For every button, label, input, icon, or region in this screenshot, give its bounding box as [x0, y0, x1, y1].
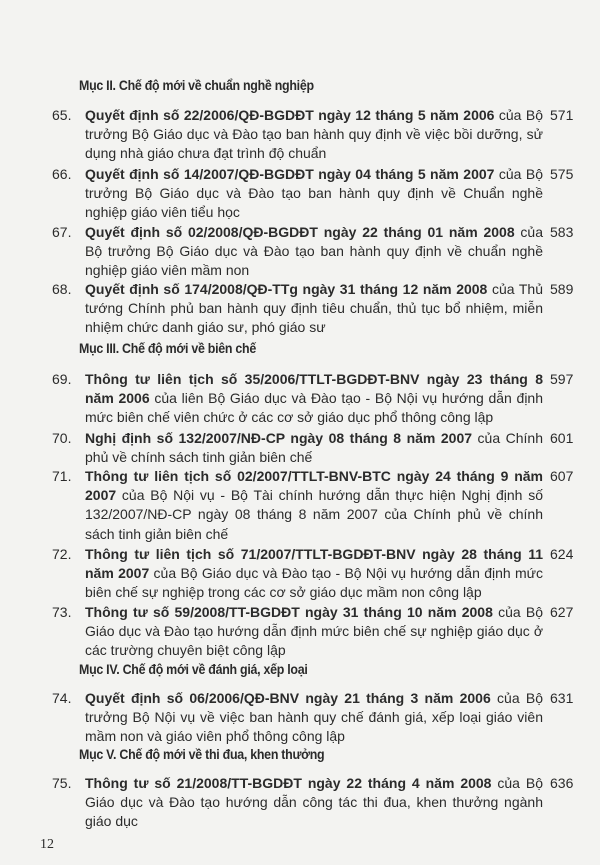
entry-page-number: 627 [550, 604, 574, 620]
entry-title: Nghị định số 132/2007/NĐ-CP ngày 08 tháng 8 năm 2007 [85, 430, 473, 446]
entry-number: 66. [52, 166, 72, 182]
entry-text [85, 280, 543, 338]
entry-title: Quyết định số 02/2008/QĐ-BGDĐT ngày 22 tháng 01 năm 2008 [85, 224, 515, 240]
entry-title: Quyết định số 14/2007/QĐ-BGDĐT ngày 04 tháng 5 năm 2007 [85, 166, 495, 182]
entry-text [85, 165, 543, 223]
entry-number: 68. [52, 281, 72, 297]
entry-text [85, 774, 543, 832]
entry-number: 67. [52, 224, 72, 240]
entry-number: 75. [52, 775, 72, 791]
entry-description: của Bộ Giáo dục và Đào tạo hướng dẫn định mức biên chế sự nghiệp giáo dục ở các trường chuyên biệt công lập [85, 604, 543, 659]
entry-number: 74. [52, 690, 72, 706]
entry-title: Quyết định số 174/2008/QĐ-TTg ngày 31 tháng 12 năm 2008 [85, 281, 488, 297]
entry-page-number: 607 [550, 468, 574, 484]
entry-number: 72. [52, 546, 72, 562]
entry-description: của Bộ Giáo dục và Đào tạo hướng dẫn công tác thi đua, khen thưởng ngành giáo dục [85, 775, 543, 830]
entry-page-number: 636 [550, 775, 574, 791]
entry-number: 71. [52, 468, 72, 484]
entry-page-number: 589 [550, 281, 574, 297]
entry-text [85, 106, 543, 164]
entry-title: Quyết định số 06/2006/QĐ-BNV ngày 21 tháng 3 năm 2006 [85, 690, 491, 706]
entry-page-number: 624 [550, 546, 574, 562]
entry-description: của Bộ Giáo dục và Đào tạo - Bộ Nội vụ hướng dẫn định mức biên chế sự nghiệp trong các cơ sở giáo dục mầm non công lập [85, 565, 544, 601]
entry-description: của Bộ trưởng Bộ Giáo dục và Đào tạo ban hành quy định về Chuẩn nghề nghiệp giáo viên tiểu học [85, 166, 543, 221]
entry-text [85, 370, 543, 428]
entry-description: của Chính phủ về chính sách tinh giản biên chế [85, 430, 544, 466]
section-title-muc-v: Mục V. Chế độ mới về thi đua, khen thưởng [79, 747, 325, 762]
entry-description: của Bộ trưởng Bộ Nội vụ về việc ban hành quy chế đánh giá, xếp loại giáo viên mầm non và giáo viên phổ thông công lập [85, 690, 543, 745]
entry-title: Thông tư liên tịch số 35/2006/TTLT-BGDĐT-BNV ngày 23 tháng 8 năm 2006 [85, 371, 543, 407]
entry-description: của Bộ Nội vụ - Bộ Tài chính hướng dẫn thực hiện Nghị định số 132/2007/NĐ-CP ngày 08 tháng 8 năm 2007 của Chính phủ về chính sách tinh giản biên chế [85, 487, 543, 542]
entry-number: 70. [52, 430, 72, 446]
entry-title: Quyết định số 22/2006/QĐ-BGDĐT ngày 12 tháng 5 năm 2006 [85, 107, 495, 123]
entry-page-number: 631 [550, 690, 574, 706]
entry-text [85, 545, 543, 603]
entry-title: Thông tư số 59/2008/TT-BGDĐT ngày 31 tháng 10 năm 2008 [85, 604, 493, 620]
entry-description: của Bộ trưởng Bộ Giáo dục và Đào tạo ban hành quy định về chuẩn nghề nghiệp giáo viên mầm non [85, 224, 543, 279]
entry-page-number: 571 [550, 107, 574, 123]
entry-page-number: 583 [550, 224, 574, 240]
section-title-muc-iii: Mục III. Chế độ mới về biên chế [79, 341, 256, 356]
entry-text [85, 689, 543, 747]
entry-description: của liên Bộ Giáo dục và Đào tạo - Bộ Nội vụ hướng dẫn định mức biên chế viên chức ở các cơ sở giáo dục phổ thông công lập [85, 390, 543, 426]
entry-title: Thông tư liên tịch số 71/2007/TTLT-BGDĐT-BNV ngày 28 tháng 11 năm 2007 [85, 546, 543, 582]
entry-text [85, 223, 543, 281]
entry-description: của Thủ tướng Chính phủ ban hành quy định tiêu chuẩn, thủ tục bổ nhiệm, miễn nhiệm chức danh giáo sư, phó giáo sư [85, 281, 543, 336]
page-number: 12 [40, 837, 54, 852]
entry-text [85, 429, 543, 467]
entry-page-number: 601 [550, 430, 574, 446]
section-title-muc-ii: Mục II. Chế độ mới về chuẩn nghề nghiệp [79, 78, 314, 93]
entry-title: Thông tư số 21/2008/TT-BGDĐT ngày 22 tháng 4 năm 2008 [85, 775, 492, 791]
entry-number: 73. [52, 604, 72, 620]
entry-page-number: 597 [550, 371, 574, 387]
entry-title: Thông tư liên tịch số 02/2007/TTLT-BNV-BTC ngày 24 tháng 9 năm 2007 [85, 468, 543, 504]
entry-description: của Bộ trưởng Bộ Giáo dục và Đào tạo ban hành quy định về việc bồi dưỡng, sử dụng nhà giáo chưa đạt trình độ chuẩn [85, 107, 543, 162]
entry-text [85, 603, 543, 661]
entry-page-number: 575 [550, 166, 574, 182]
section-title-muc-iv: Mục IV. Chế độ mới về đánh giá, xếp loại [79, 662, 308, 677]
entry-text [85, 467, 543, 544]
entry-number: 69. [52, 371, 72, 387]
entry-number: 65. [52, 107, 72, 123]
